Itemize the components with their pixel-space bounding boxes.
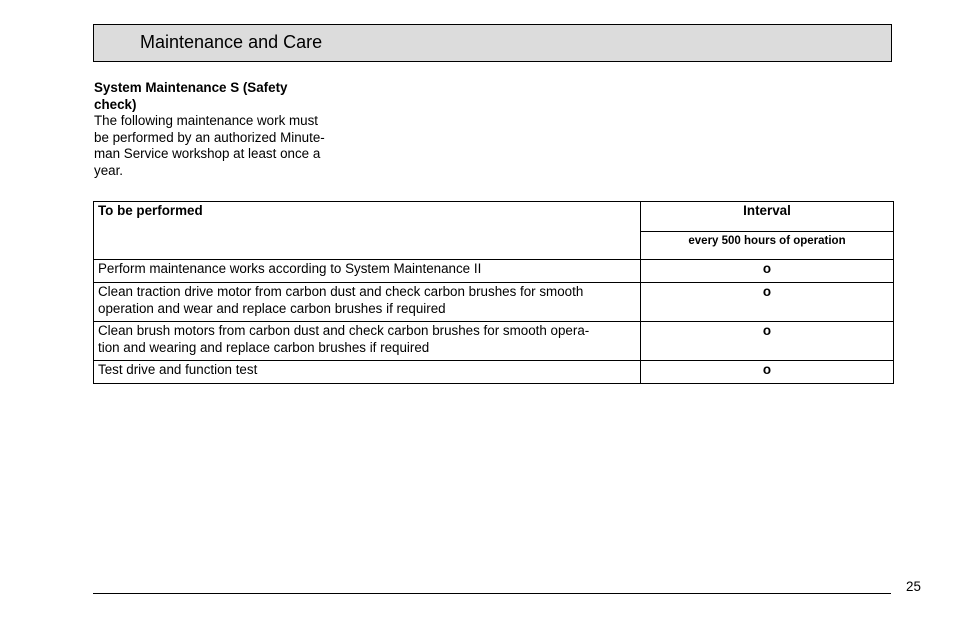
intro-heading (94, 80, 356, 113)
task-cell (94, 283, 641, 322)
table-row (94, 361, 894, 384)
table-row (94, 283, 894, 322)
task-cell (94, 322, 641, 361)
intro-heading-line-1: System Maintenance S (Safety (94, 80, 288, 95)
table-row (94, 260, 894, 283)
table-row (94, 322, 894, 361)
section-header-bar (93, 24, 892, 62)
interval-mark: o (641, 260, 894, 283)
interval-mark: o (641, 283, 894, 322)
footer-rule (93, 593, 891, 594)
task-line: tion and wearing and replace carbon brushes if required (98, 339, 430, 355)
interval-mark: o (641, 361, 894, 384)
interval-subheader: every 500 hours of operation (641, 232, 894, 260)
task-line: Clean brush motors from carbon dust and check carbon brushes for smooth opera- (98, 323, 590, 338)
task-column-header: To be performed (94, 202, 641, 260)
maintenance-table (93, 201, 894, 384)
task-line: operation and wear and replace carbon brushes if required (98, 300, 446, 316)
intro-body (94, 113, 356, 179)
task-cell (94, 361, 641, 384)
table-header-row (94, 202, 894, 232)
interval-column-header: Interval (641, 202, 894, 232)
interval-mark: o (641, 322, 894, 361)
intro-body-line-3: man Service workshop at least once a (94, 146, 321, 162)
intro-body-line-1: The following maintenance work must (94, 113, 319, 129)
intro-heading-line-2: check) (94, 96, 137, 112)
page-number: 25 (906, 579, 921, 594)
task-line: Clean traction drive motor from carbon dust and check carbon brushes for smooth (98, 284, 584, 299)
intro-body-line-2: be performed by an authorized Minute- (94, 129, 325, 145)
intro-body-line-4: year. (94, 162, 124, 178)
task-cell (94, 260, 641, 283)
task-line: Perform maintenance works according to System Maintenance II (98, 261, 482, 276)
task-line: Test drive and function test (98, 362, 258, 377)
intro-block (94, 80, 356, 180)
section-title: Maintenance and Care (140, 32, 323, 52)
